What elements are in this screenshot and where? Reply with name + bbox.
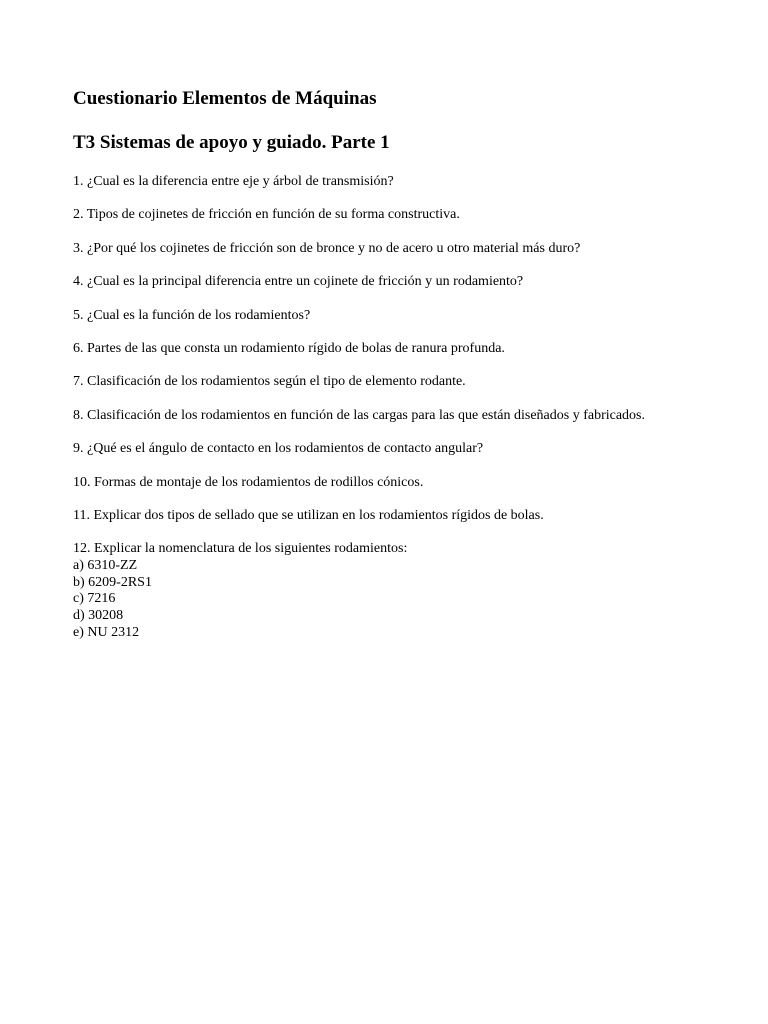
question-item: 9. ¿Qué es el ángulo de contacto en los rodamientos de contacto angular?: [73, 441, 484, 457]
document-title: Cuestionario Elementos de Máquinas: [73, 88, 377, 109]
bearing-item: a) 6310-ZZ: [73, 558, 138, 573]
question-item: 11. Explicar dos tipos de sellado que se utilizan en los rodamientos rígidos de bolas.: [73, 507, 544, 523]
question-item: 6. Partes de las que consta un rodamiento rígido de bolas de ranura profunda.: [73, 340, 505, 356]
bearing-item: e) NU 2312: [73, 624, 140, 640]
question-item: 5. ¿Cual es la función de los rodamientos?: [73, 307, 311, 323]
bearing-list: [73, 558, 693, 642]
question-item: 8. Clasificación de los rodamientos en función de las cargas para las que están diseñados y fabricados.: [73, 407, 646, 423]
question-item: 10. Formas de montaje de los rodamientos de rodillos cónicos.: [73, 474, 424, 490]
question-item: 7. Clasificación de los rodamientos según el tipo de elemento rodante.: [73, 374, 466, 390]
question-item: 1. ¿Cual es la diferencia entre eje y árbol de transmisión?: [73, 174, 394, 189]
bearing-item: c) 7216: [73, 591, 116, 607]
question-12-text: 12. Explicar la nomenclatura de los siguientes rodamientos:: [73, 541, 408, 557]
bearing-item: d) 30208: [73, 608, 124, 624]
question-list: [73, 174, 693, 658]
question-item: 2. Tipos de cojinetes de fricción en función de su forma constructiva.: [73, 207, 460, 223]
bearing-item: b) 6209-2RS1: [73, 574, 152, 590]
question-item-12: [73, 541, 693, 641]
question-item: 3. ¿Por qué los cojinetes de fricción son de bronce y no de acero u otro material más duro?: [73, 240, 581, 256]
question-item: 4. ¿Cual es la principal diferencia entre un cojinete de fricción y un rodamiento?: [73, 274, 524, 290]
document-subtitle: T3 Sistemas de apoyo y guiado. Parte 1: [73, 132, 390, 153]
